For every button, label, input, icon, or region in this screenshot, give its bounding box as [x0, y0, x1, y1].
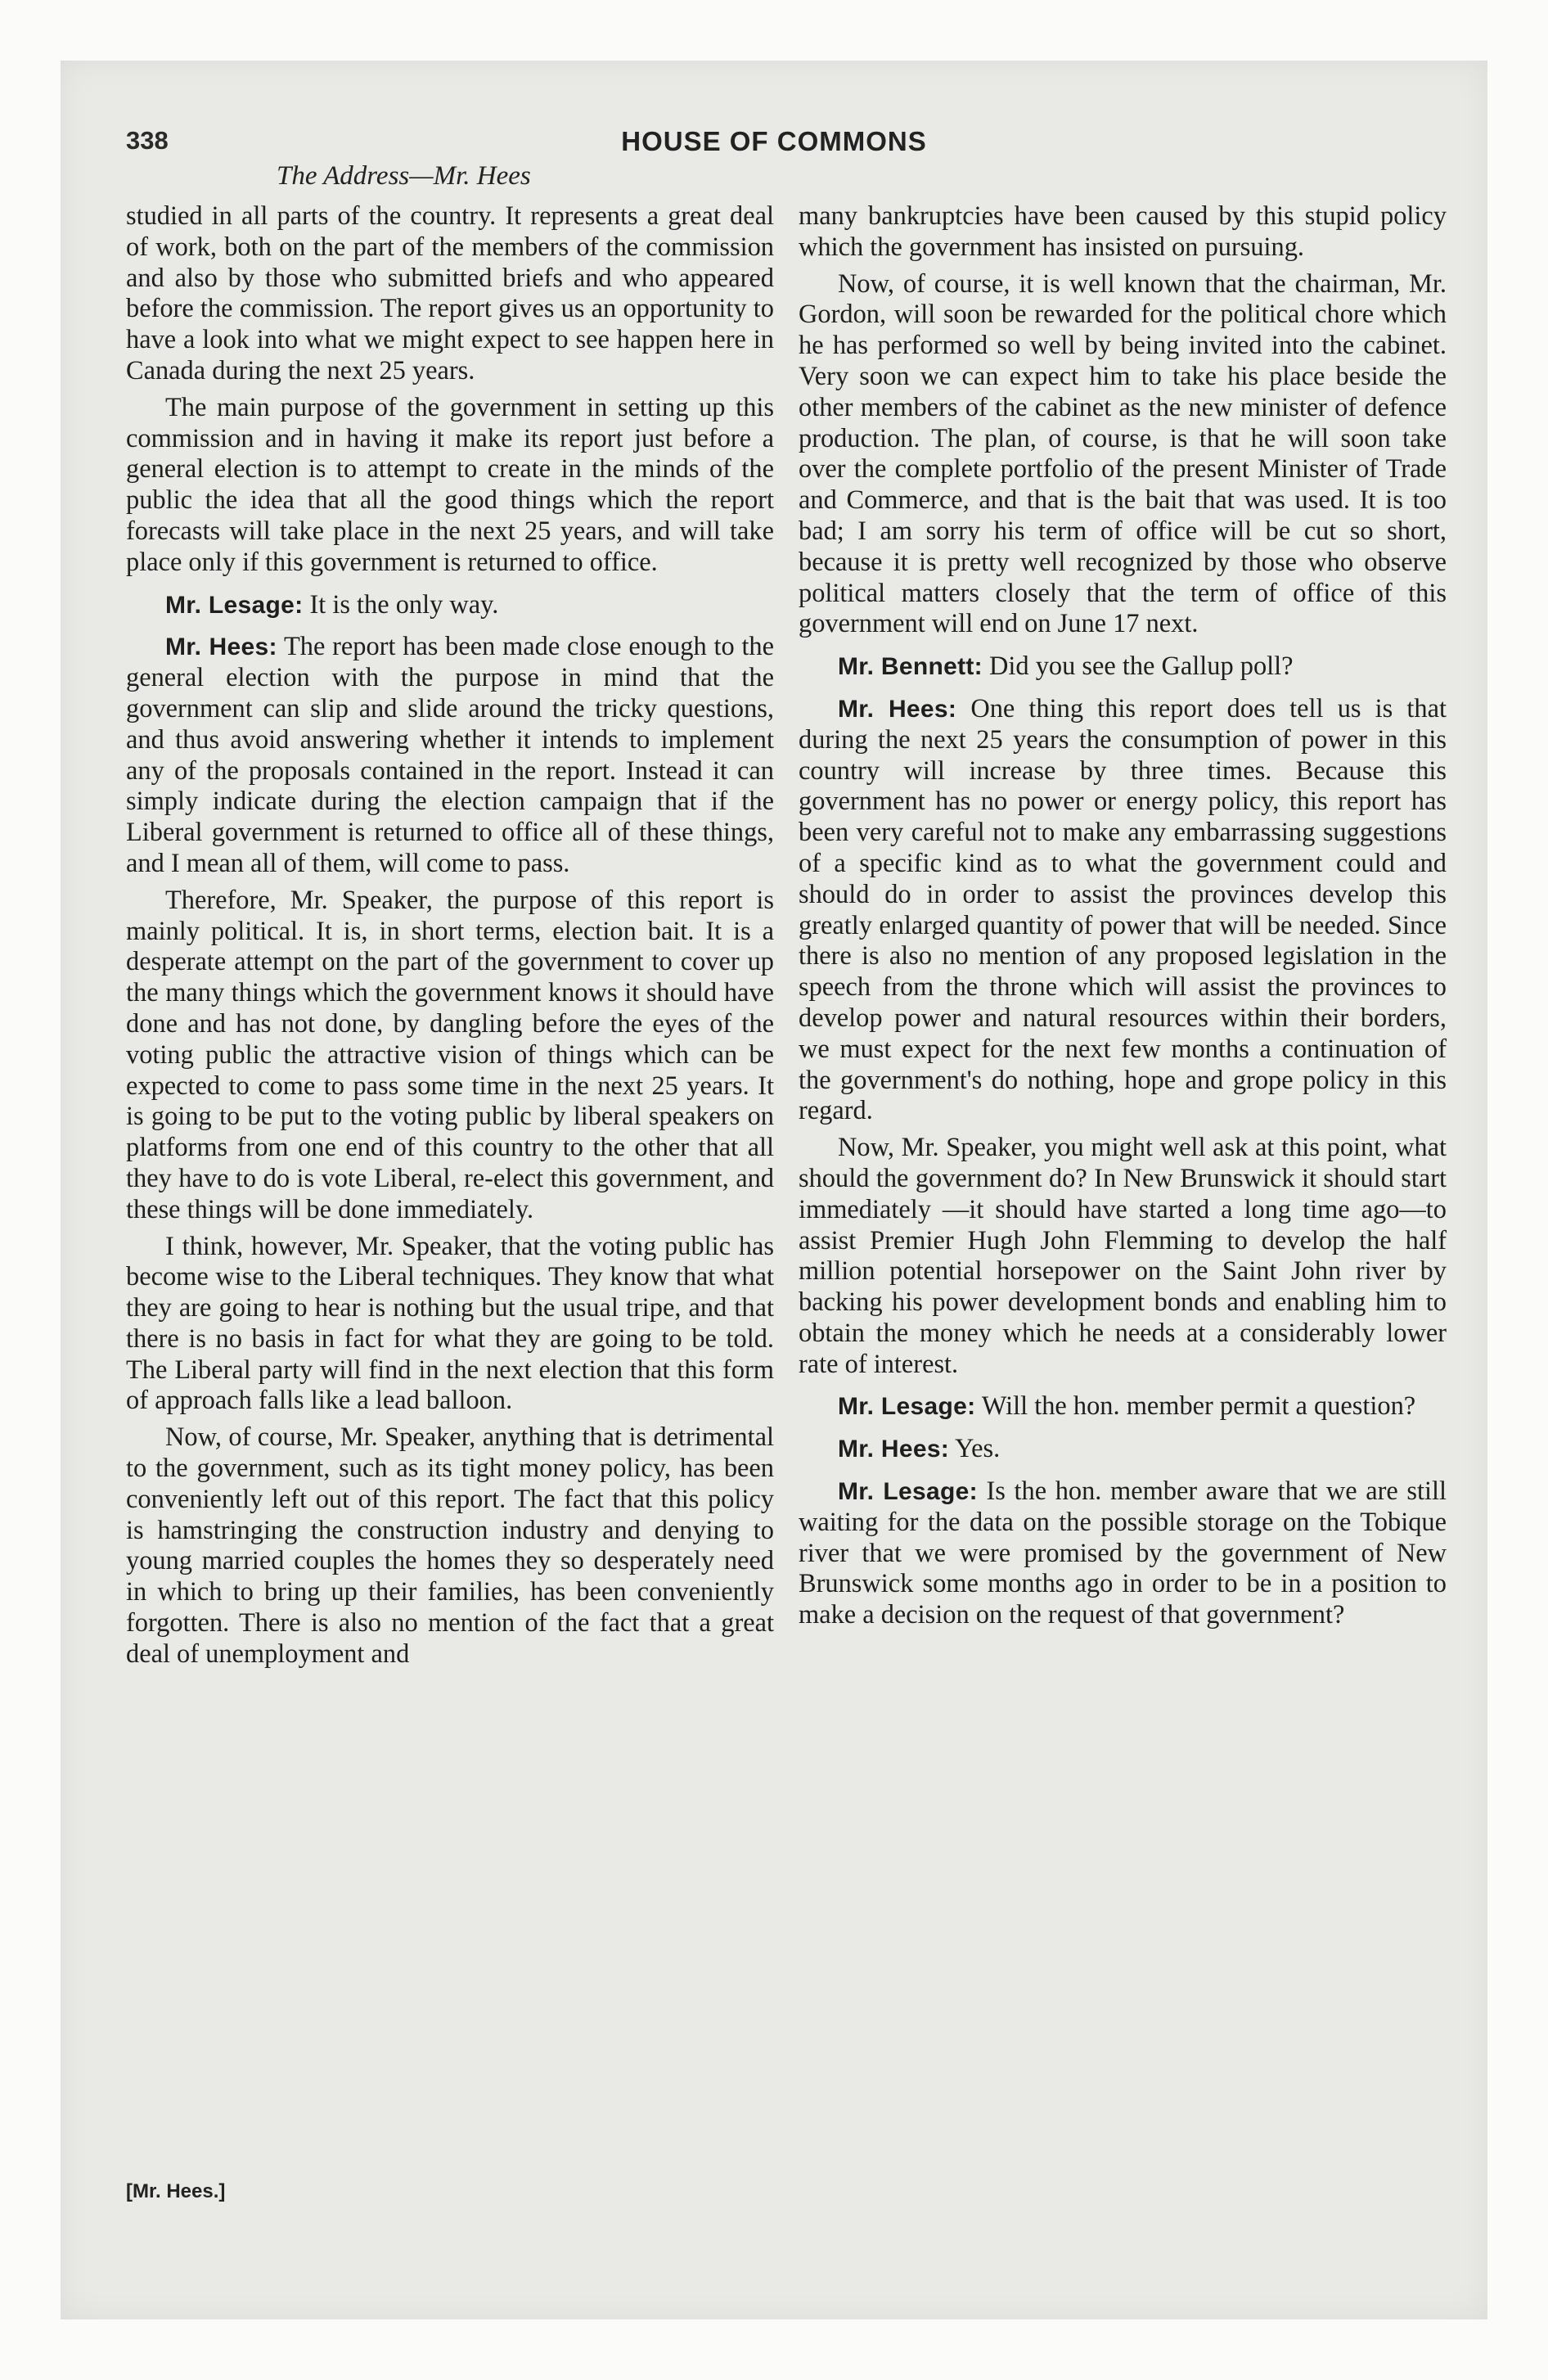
paragraph — [799, 1391, 1447, 1422]
paragraph — [126, 1232, 774, 1418]
paragraph-text: many bankruptcies have been caused by this stupid policy which the government has insisted on pursuing. — [799, 201, 1447, 262]
paragraph — [799, 1434, 1447, 1465]
paragraph-text: The report has been made close enough to the general election with the purpose in mind that the government can slip and slide around the tricky questions, and thus avoid answering whether it intends to implement any of the proposals contained in the report. Instead it can simply indicate during the election campaign that if the Liberal government is returned to office all of these things, and I mean all of them, will come to pass. — [126, 632, 775, 878]
paragraph — [799, 1133, 1447, 1380]
speaker-name: Mr. Hees: — [838, 695, 957, 723]
section-subheading: The Address—Mr. Hees — [277, 161, 531, 191]
paragraph — [126, 393, 774, 579]
right-column — [799, 201, 1447, 1637]
paragraph-text: Yes. — [949, 1434, 1001, 1464]
page-footer: [Mr. Hees.] — [126, 2180, 226, 2202]
paragraph-text: Is the hon. member aware that we are still waiting for the data on the possible storage on the Tobique river that we were promised by the government of New Brunswick some months ago in order to be in a position to make a decision on the request of that government? — [799, 1476, 1447, 1630]
paragraph — [799, 694, 1447, 1127]
paragraph-text: It is the only way. — [303, 589, 499, 620]
paragraph — [799, 1476, 1447, 1631]
paragraph-text: Did you see the Gallup poll? — [982, 651, 1294, 682]
speaker-name: Mr. Hees: — [838, 1436, 950, 1463]
paragraph — [799, 269, 1447, 641]
paragraph-text: Now, of course, Mr. Speaker, anything that is detrimental to the government, such as its tight money policy, has been conveniently left out of this report. The fact that this policy is hamstringing the construction industry and denying to young married couples the homes they so desperately need in which to bring up their families, has been conveniently forgotten. There is also no mention of the fact that a great deal of unemployment and — [126, 1422, 774, 1669]
paragraph — [799, 201, 1447, 264]
paragraph-text: I think, however, Mr. Speaker, that the voting public has become wise to the Liberal techniques. They know that what they are going to hear is nothing but the usual tripe, and that there is no basis in fact for what they are going to be told. The Liberal party will find in the next election that this form of approach falls like a lead balloon. — [126, 1231, 774, 1416]
paragraph — [126, 632, 774, 879]
paragraph-text: Now, of course, it is well known that the chairman, Mr. Gordon, will soon be rewarded for the political chore which he has performed so well by being invited into the cabinet. Very soon we can expect him to take his place beside the other members of the cabinet as the new minister of defence production. The plan, of course, is that he will soon take over the complete portfolio of the present Minister of Trade and Commerce, and that is the bait that was used. It is too bad; I am sorry his term of office will be cut so short, because it is pretty well recognized by those who observe political matters closely that the term of office of this government will end on June 17 next. — [799, 268, 1447, 639]
speaker-name: Mr. Bennett: — [838, 653, 983, 681]
page-scan — [61, 61, 1487, 2319]
speaker-name: Mr. Lesage: — [165, 591, 304, 619]
running-title: HOUSE OF COMMONS — [621, 126, 927, 156]
paragraph-text: One thing this report does tell us is that during the next 25 years the consumption of power in this country will increase by three times. Because this government has no power or energy policy, this report has been very careful not to make any embarrassing suggestions of a specific kind as to what the government could and should do in order to assist the provinces develop this greatly enlarged quantity of power that will be needed. Since there is also no mention of any proposed legislation in the speech from the throne which will assist the provinces to develop power and natural resources within their borders, we must expect for the next few months a continuation of the government's do nothing, hope and grope policy in this regard. — [799, 693, 1447, 1126]
paragraph — [126, 590, 774, 621]
left-column — [126, 201, 774, 1676]
paragraph — [126, 1422, 774, 1670]
paragraph — [799, 651, 1447, 683]
speaker-name: Mr. Hees: — [165, 633, 277, 661]
paragraph — [126, 201, 774, 387]
paragraph — [126, 886, 774, 1226]
paragraph-text: Will the hon. member permit a question? — [975, 1391, 1416, 1422]
speaker-name: Mr. Lesage: — [838, 1393, 976, 1421]
paragraph-text: The main purpose of the government in setting up this commission and in having it make its report just before a general election is to attempt to create in the minds of the public the idea that all the good things which the report forecasts will take place in the next 25 years, and will take place only if this government is returned to office. — [126, 392, 774, 577]
speaker-name: Mr. Lesage: — [838, 1478, 978, 1506]
paragraph-text: studied in all parts of the country. It represents a great deal of work, both on the part of the members of the commission and also by those who submitted briefs and who appeared before the commission. The report gives us an opportunity to have a look into what we might expect to see happen here in Canada during the next 25 years. — [126, 201, 774, 385]
page-number: 338 — [126, 126, 169, 155]
paragraph-text: Therefore, Mr. Speaker, the purpose of this report is mainly political. It is, in short terms, election bait. It is a desperate attempt on the part of the government to cover up the many things which the government knows it should have done and has not done, by dangling before the eyes of the voting public the attractive vision of things which can be expected to come to pass some time in the next 25 years. It is going to be put to the voting public by liberal speakers on platforms from one end of this country to the other that all they have to do is vote Liberal, re-elect this government, and these things will be done immediately. — [126, 885, 774, 1224]
paragraph-text: Now, Mr. Speaker, you might well ask at this point, what should the government do? In New Brunswick it should start immediately —it should have started a long time ago—to assist Premier Hugh John Flemming to develop the half million potential horsepower on the Saint John river by backing his power development bonds and enabling him to obtain the money which he needs at a considerably lower rate of interest. — [799, 1133, 1447, 1379]
